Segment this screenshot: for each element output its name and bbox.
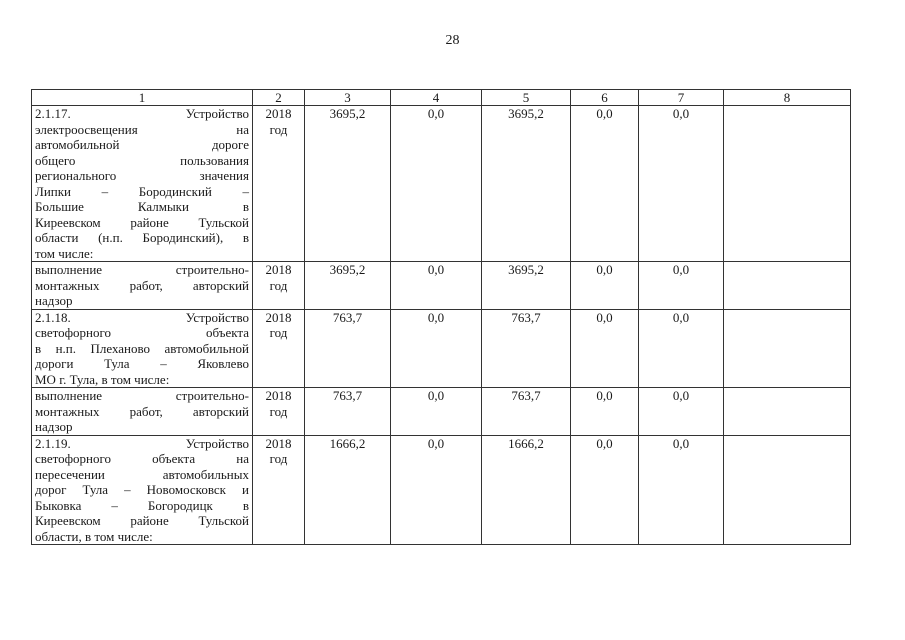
row-year bbox=[253, 309, 305, 388]
page-number: 28 bbox=[445, 33, 460, 48]
cell-col3: 3695,2 bbox=[305, 262, 391, 310]
cell-col4: 0,0 bbox=[391, 435, 482, 545]
desc-line: в н.п. Плеханово автомобильной bbox=[35, 340, 249, 356]
cell-col5: 1666,2 bbox=[482, 435, 571, 545]
desc-line: надзор bbox=[35, 419, 73, 434]
cell-col4: 0,0 bbox=[391, 388, 482, 436]
column-header: 2 bbox=[253, 90, 305, 106]
row-description bbox=[32, 262, 253, 310]
row-year bbox=[253, 388, 305, 436]
cell-col4: 0,0 bbox=[391, 309, 482, 388]
desc-line: том числе: bbox=[35, 245, 94, 261]
row-description bbox=[32, 388, 253, 436]
cell-col5: 763,7 bbox=[482, 388, 571, 436]
column-header: 5 bbox=[482, 90, 571, 106]
column-header: 1 bbox=[32, 90, 253, 106]
year-unit: год bbox=[269, 277, 288, 293]
year-value: 2018 bbox=[265, 262, 292, 277]
cell-col7: 0,0 bbox=[639, 309, 724, 388]
year-value: 2018 bbox=[265, 435, 292, 451]
desc-line: Киреевском районе Тульской bbox=[35, 513, 249, 528]
column-header: 6 bbox=[571, 90, 639, 106]
desc-line: 2.1.18. Устройство bbox=[35, 309, 249, 325]
table-row bbox=[32, 262, 851, 310]
table-row bbox=[32, 435, 851, 545]
desc-line: 2.1.19. Устройство bbox=[35, 435, 249, 451]
desc-line: выполнение строительно- bbox=[35, 262, 249, 277]
table-row bbox=[32, 309, 851, 388]
desc-line: выполнение строительно- bbox=[35, 388, 249, 403]
cell-col4: 0,0 bbox=[391, 106, 482, 262]
desc-line: монтажных работ, авторский bbox=[35, 403, 249, 419]
cell-col3: 763,7 bbox=[305, 309, 391, 388]
year-value: 2018 bbox=[265, 388, 292, 403]
desc-line: Большие Калмыки в bbox=[35, 199, 249, 214]
row-description bbox=[32, 106, 253, 262]
desc-line: области (н.п. Бородинский), в bbox=[35, 230, 249, 245]
cell-col6: 0,0 bbox=[571, 388, 639, 436]
desc-line: общего пользования bbox=[35, 152, 249, 168]
desc-line: надзор bbox=[35, 293, 73, 308]
column-header: 4 bbox=[391, 90, 482, 106]
data-table bbox=[31, 89, 851, 545]
cell-col8 bbox=[724, 388, 851, 436]
desc-line: автомобильной дороге bbox=[35, 137, 249, 152]
desc-line: регионального значения bbox=[35, 168, 249, 183]
desc-line: Киреевском районе Тульской bbox=[35, 214, 249, 230]
desc-line: 2.1.17. Устройство bbox=[35, 106, 249, 121]
column-header: 8 bbox=[724, 90, 851, 106]
desc-line: дороги Тула – Яковлево bbox=[35, 356, 249, 371]
year-unit: год bbox=[269, 325, 288, 340]
cell-col8 bbox=[724, 435, 851, 545]
table-header-row bbox=[32, 90, 851, 106]
row-year bbox=[253, 262, 305, 310]
cell-col8 bbox=[724, 309, 851, 388]
cell-col8 bbox=[724, 262, 851, 310]
cell-col6: 0,0 bbox=[571, 262, 639, 310]
table-row bbox=[32, 388, 851, 436]
year-value: 2018 bbox=[265, 309, 292, 325]
cell-col7: 0,0 bbox=[639, 388, 724, 436]
row-description bbox=[32, 309, 253, 388]
column-header: 7 bbox=[639, 90, 724, 106]
cell-col7: 0,0 bbox=[639, 106, 724, 262]
desc-line: пересечении автомобильных bbox=[35, 466, 249, 482]
cell-col3: 3695,2 bbox=[305, 106, 391, 262]
cell-col7: 0,0 bbox=[639, 435, 724, 545]
year-value: 2018 bbox=[265, 106, 292, 121]
cell-col3: 763,7 bbox=[305, 388, 391, 436]
row-year bbox=[253, 435, 305, 545]
cell-col7: 0,0 bbox=[639, 262, 724, 310]
row-year bbox=[253, 106, 305, 262]
cell-col6: 0,0 bbox=[571, 106, 639, 262]
cell-col3: 1666,2 bbox=[305, 435, 391, 545]
desc-line: светофорного объекта на bbox=[35, 451, 249, 466]
cell-col4: 0,0 bbox=[391, 262, 482, 310]
desc-line: области, в том числе: bbox=[35, 528, 153, 544]
cell-col6: 0,0 bbox=[571, 309, 639, 388]
year-unit: год bbox=[269, 403, 288, 419]
desc-line: МО г. Тула, в том числе: bbox=[35, 371, 170, 387]
cell-col5: 3695,2 bbox=[482, 262, 571, 310]
desc-line: электроосвещения на bbox=[35, 121, 249, 137]
cell-col6: 0,0 bbox=[571, 435, 639, 545]
cell-col5: 763,7 bbox=[482, 309, 571, 388]
year-unit: год bbox=[269, 121, 288, 137]
desc-line: Липки – Бородинский – bbox=[35, 183, 249, 199]
table-row bbox=[32, 106, 851, 262]
desc-line: Быковка – Богородицк в bbox=[35, 497, 249, 513]
year-unit: год bbox=[269, 451, 288, 466]
row-description bbox=[32, 435, 253, 545]
cell-col8 bbox=[724, 106, 851, 262]
desc-line: дорог Тула – Новомосковск и bbox=[35, 482, 249, 497]
desc-line: светофорного объекта bbox=[35, 325, 249, 340]
desc-line: монтажных работ, авторский bbox=[35, 277, 249, 293]
cell-col5: 3695,2 bbox=[482, 106, 571, 262]
column-header: 3 bbox=[305, 90, 391, 106]
